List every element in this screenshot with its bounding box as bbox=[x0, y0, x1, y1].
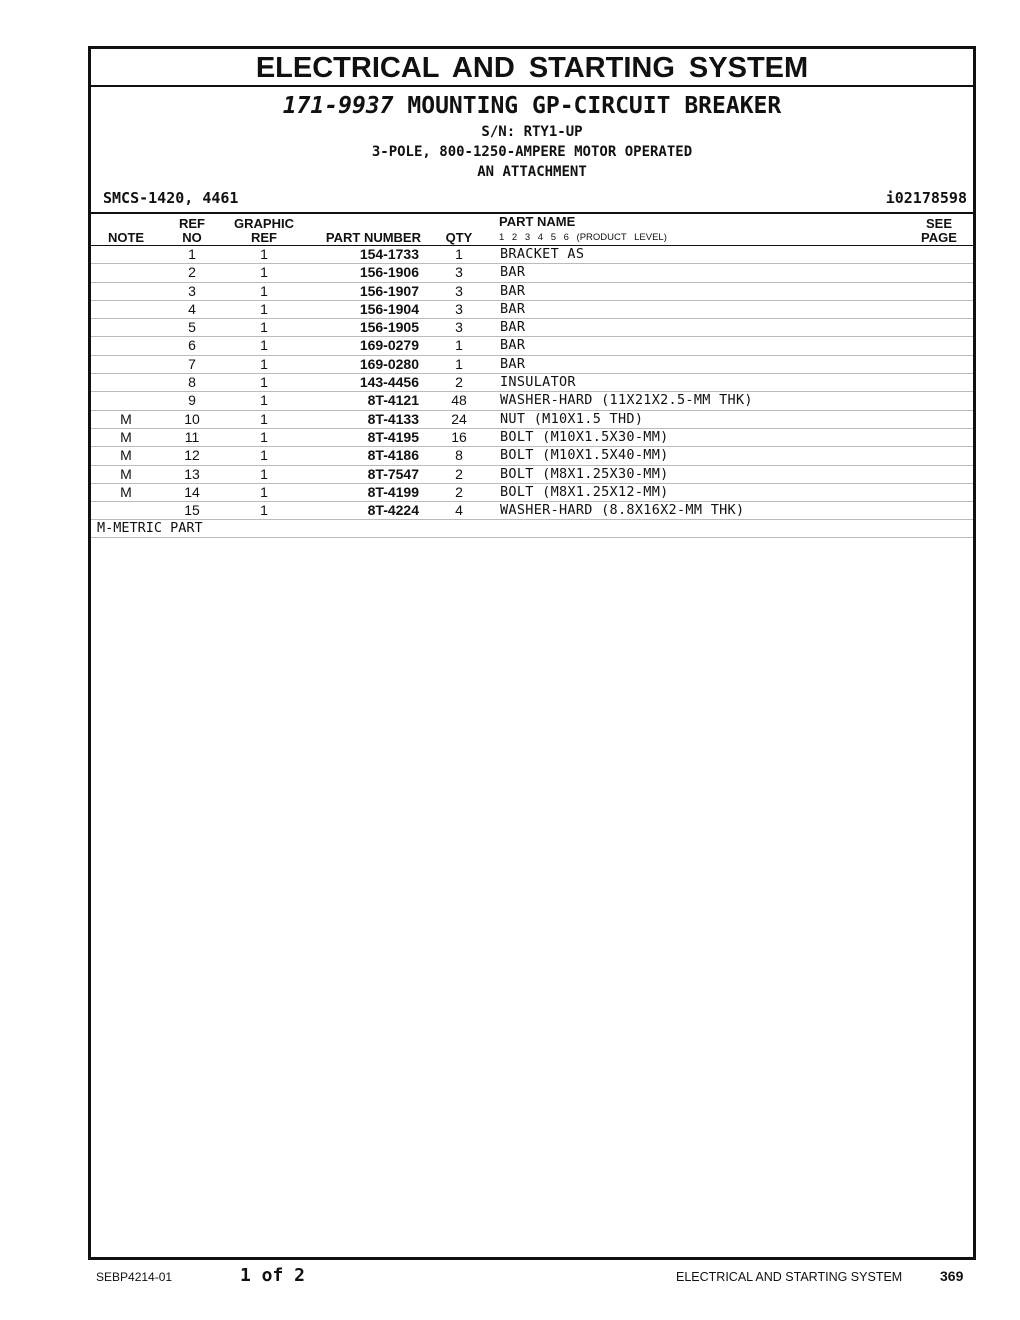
row-part-number: 169-0279 bbox=[359, 337, 419, 354]
row-part-number: 143-4456 bbox=[359, 374, 419, 391]
row-part-number: 156-1905 bbox=[359, 319, 419, 336]
row-part-name: BOLT (M8X1.25X30-MM) bbox=[500, 465, 669, 482]
row-ref-no: 1 bbox=[188, 246, 196, 262]
row-note: M bbox=[120, 465, 132, 482]
row-note: M bbox=[120, 410, 132, 427]
table-row bbox=[91, 264, 973, 282]
row-qty: 1 bbox=[455, 246, 463, 262]
col-part-number: PART NUMBER bbox=[325, 230, 421, 245]
row-qty: 3 bbox=[455, 282, 463, 299]
row-qty: 3 bbox=[455, 264, 463, 281]
table-row bbox=[91, 502, 973, 520]
row-qty: 3 bbox=[455, 300, 463, 317]
row-note: M bbox=[120, 447, 132, 464]
row-ref-no: 4 bbox=[188, 300, 196, 317]
row-part-number: 8T-4121 bbox=[367, 392, 419, 409]
row-part-name: BAR bbox=[500, 319, 526, 336]
row-graphic-ref: 1 bbox=[260, 428, 268, 445]
row-ref-no: 12 bbox=[184, 447, 200, 464]
row-graphic-ref: 1 bbox=[260, 264, 268, 281]
group-number: 171-9937 bbox=[282, 93, 394, 119]
col-graphic bbox=[226, 217, 302, 245]
section-title: ELECTRICAL AND STARTING SYSTEM bbox=[91, 49, 973, 87]
row-part-number: 156-1904 bbox=[359, 300, 419, 317]
row-qty: 16 bbox=[451, 428, 467, 445]
row-part-number: 8T-7547 bbox=[367, 465, 419, 482]
col-note: NOTE bbox=[107, 230, 145, 245]
row-part-name: BAR bbox=[500, 282, 526, 299]
footnote: M-METRIC PART bbox=[91, 520, 973, 538]
row-qty: 4 bbox=[455, 502, 463, 519]
row-part-number: 8T-4186 bbox=[367, 447, 419, 464]
row-ref-no: 15 bbox=[184, 502, 200, 519]
col-ref-bottom: NO bbox=[182, 230, 202, 245]
table-row bbox=[91, 337, 973, 355]
page-number: 369 bbox=[940, 1268, 964, 1284]
row-ref-no: 8 bbox=[188, 374, 196, 391]
row-part-number: 169-0280 bbox=[359, 355, 419, 372]
row-graphic-ref: 1 bbox=[260, 392, 268, 409]
row-part-name: WASHER-HARD (8.8X16X2-MM THK) bbox=[500, 502, 745, 519]
row-graphic-ref: 1 bbox=[260, 410, 268, 427]
table-row bbox=[91, 484, 973, 502]
row-ref-no: 10 bbox=[184, 410, 200, 427]
row-ref-no: 5 bbox=[188, 319, 196, 336]
row-qty: 24 bbox=[451, 410, 467, 427]
row-part-number: 156-1906 bbox=[359, 264, 419, 281]
row-graphic-ref: 1 bbox=[260, 447, 268, 464]
page-of: 1 of 2 bbox=[240, 1265, 306, 1286]
table-row bbox=[91, 283, 973, 301]
col-ref bbox=[171, 217, 213, 245]
product-levels: 1 2 3 4 5 6 (PRODUCT LEVEL) bbox=[499, 232, 667, 243]
row-part-name: BOLT (M10X1.5X30-MM) bbox=[500, 428, 669, 445]
col-see-page bbox=[911, 217, 967, 245]
group-description: 3-POLE, 800-1250-AMPERE MOTOR OPERATED bbox=[371, 144, 693, 160]
row-ref-no: 11 bbox=[184, 428, 200, 445]
col-part-name: PART NAME bbox=[499, 214, 576, 229]
row-part-name: WASHER-HARD (11X21X2.5-MM THK) bbox=[500, 392, 753, 409]
row-graphic-ref: 1 bbox=[260, 502, 268, 519]
row-ref-no: 9 bbox=[188, 392, 196, 409]
row-graphic-ref: 1 bbox=[260, 355, 268, 372]
row-part-name: BOLT (M8X1.25X12-MM) bbox=[500, 483, 669, 500]
row-qty: 8 bbox=[455, 447, 463, 464]
table-row bbox=[91, 466, 973, 484]
row-part-name: INSULATOR bbox=[500, 374, 576, 391]
table-row bbox=[91, 319, 973, 337]
row-qty: 48 bbox=[451, 392, 467, 409]
row-part-name: BAR bbox=[500, 355, 526, 372]
row-ref-no: 7 bbox=[188, 355, 196, 372]
row-part-number: 8T-4224 bbox=[367, 502, 419, 519]
footer-section: ELECTRICAL AND STARTING SYSTEM bbox=[676, 1270, 903, 1284]
row-graphic-ref: 1 bbox=[260, 374, 268, 391]
row-graphic-ref: 1 bbox=[260, 300, 268, 317]
table-row bbox=[91, 411, 973, 429]
table-row bbox=[91, 447, 973, 465]
group-title bbox=[91, 93, 973, 119]
attachment-label: AN ATTACHMENT bbox=[477, 164, 587, 180]
table-row bbox=[91, 246, 973, 264]
row-part-name: BRACKET AS bbox=[500, 246, 585, 262]
row-graphic-ref: 1 bbox=[260, 282, 268, 299]
table-row bbox=[91, 429, 973, 447]
table-row bbox=[91, 374, 973, 392]
row-ref-no: 14 bbox=[184, 483, 200, 500]
doc-number: SEBP4214-01 bbox=[96, 1270, 173, 1284]
row-note: M bbox=[120, 428, 132, 445]
row-part-name: BOLT (M10X1.5X40-MM) bbox=[500, 447, 669, 464]
table-row bbox=[91, 356, 973, 374]
row-note: M bbox=[120, 483, 132, 500]
col-see-bottom: PAGE bbox=[921, 230, 957, 245]
row-part-name: BAR bbox=[500, 300, 526, 317]
parts-page-frame bbox=[88, 46, 976, 1260]
row-graphic-ref: 1 bbox=[260, 337, 268, 354]
col-see-top: SEE bbox=[925, 216, 952, 231]
parts-list bbox=[91, 246, 973, 538]
row-qty: 2 bbox=[455, 483, 463, 500]
row-part-name: BAR bbox=[500, 264, 526, 281]
row-graphic-ref: 1 bbox=[260, 483, 268, 500]
row-part-number: 8T-4133 bbox=[367, 410, 419, 427]
row-qty: 3 bbox=[455, 319, 463, 336]
row-ref-no: 2 bbox=[188, 264, 196, 281]
col-graphic-top: GRAPHIC bbox=[234, 216, 294, 231]
row-part-name: BAR bbox=[500, 337, 526, 354]
row-graphic-ref: 1 bbox=[260, 319, 268, 336]
row-ref-no: 3 bbox=[188, 282, 196, 299]
row-part-number: 154-1733 bbox=[359, 246, 419, 262]
illustration-id: i02178598 bbox=[885, 189, 967, 207]
serial-range: S/N: RTY1-UP bbox=[481, 124, 583, 140]
col-ref-top: REF bbox=[179, 216, 205, 231]
row-part-number: 156-1907 bbox=[359, 282, 419, 299]
group-name: MOUNTING GP-CIRCUIT BREAKER bbox=[407, 93, 782, 119]
table-row bbox=[91, 301, 973, 319]
row-qty: 1 bbox=[455, 355, 463, 372]
col-qty: QTY bbox=[445, 230, 473, 245]
row-qty: 2 bbox=[455, 374, 463, 391]
row-part-number: 8T-4199 bbox=[367, 483, 419, 500]
col-graphic-bottom: REF bbox=[251, 230, 277, 245]
smcs-code: SMCS-1420, 4461 bbox=[103, 189, 239, 207]
table-row bbox=[91, 392, 973, 410]
row-ref-no: 6 bbox=[188, 337, 196, 354]
row-part-number: 8T-4195 bbox=[367, 428, 419, 445]
row-part-name: NUT (M10X1.5 THD) bbox=[500, 410, 644, 427]
row-graphic-ref: 1 bbox=[260, 246, 268, 262]
row-ref-no: 13 bbox=[184, 465, 200, 482]
row-qty: 2 bbox=[455, 465, 463, 482]
row-graphic-ref: 1 bbox=[260, 465, 268, 482]
row-qty: 1 bbox=[455, 337, 463, 354]
